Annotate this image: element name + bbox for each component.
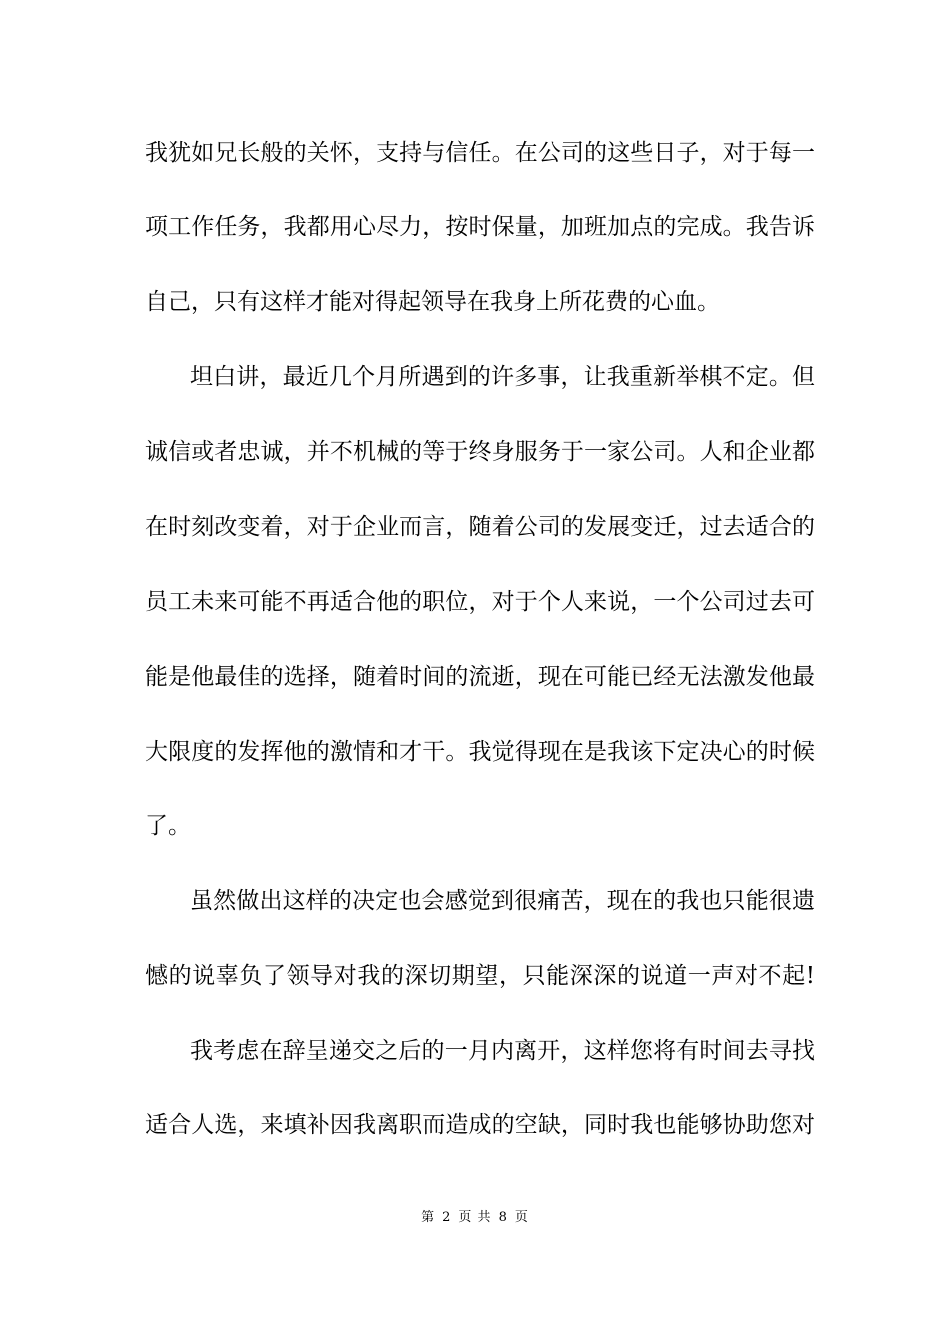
- footer-mid: 页 共: [458, 1210, 492, 1225]
- body-line-3: 自己，只有这样才能对得起领导在我身上所花费的心血。: [145, 289, 720, 315]
- footer-total-pages: 8: [498, 1210, 508, 1225]
- body-line-8: 能是他最佳的选择，随着时间的流逝，现在可能已经无法激发他最: [145, 664, 815, 690]
- body-line-1: 我犹如兄长般的关怀，支持与信任。在公司的这些日子，对于每一: [145, 140, 815, 166]
- body-line-11: 虽然做出这样的决定也会感觉到很痛苦，现在的我也只能很遗: [190, 888, 815, 914]
- body-line-9: 大限度的发挥他的激情和才干。我觉得现在是我该下定决心的时候: [145, 739, 815, 765]
- footer-prefix: 第: [421, 1210, 436, 1225]
- body-line-2: 项工作任务，我都用心尽力，按时保量，加班加点的完成。我告诉: [145, 214, 815, 240]
- body-line-12: 憾的说辜负了领导对我的深切期望，只能深深的说道一声对不起!: [145, 963, 815, 989]
- body-line-4: 坦白讲，最近几个月所遇到的许多事，让我重新举棋不定。但: [190, 364, 815, 390]
- body-line-6: 在时刻改变着，对于企业而言，随着公司的发展变迁，过去适合的: [145, 514, 815, 540]
- body-line-5: 诚信或者忠诚，并不机械的等于终身服务于一家公司。人和企业都: [145, 439, 815, 465]
- footer-current-page: 2: [442, 1210, 452, 1225]
- page-number-footer: [0, 1209, 950, 1227]
- body-line-14: 适合人选，来填补因我离职而造成的空缺，同时我也能够协助您对: [145, 1112, 815, 1138]
- body-line-7: 员工未来可能不再适合他的职位，对于个人来说，一个公司过去可: [145, 589, 815, 615]
- footer-suffix: 页: [514, 1210, 529, 1225]
- body-line-10: 了。: [145, 813, 191, 839]
- body-line-13: 我考虑在辞呈递交之后的一月内离开，这样您将有时间去寻找: [190, 1038, 815, 1064]
